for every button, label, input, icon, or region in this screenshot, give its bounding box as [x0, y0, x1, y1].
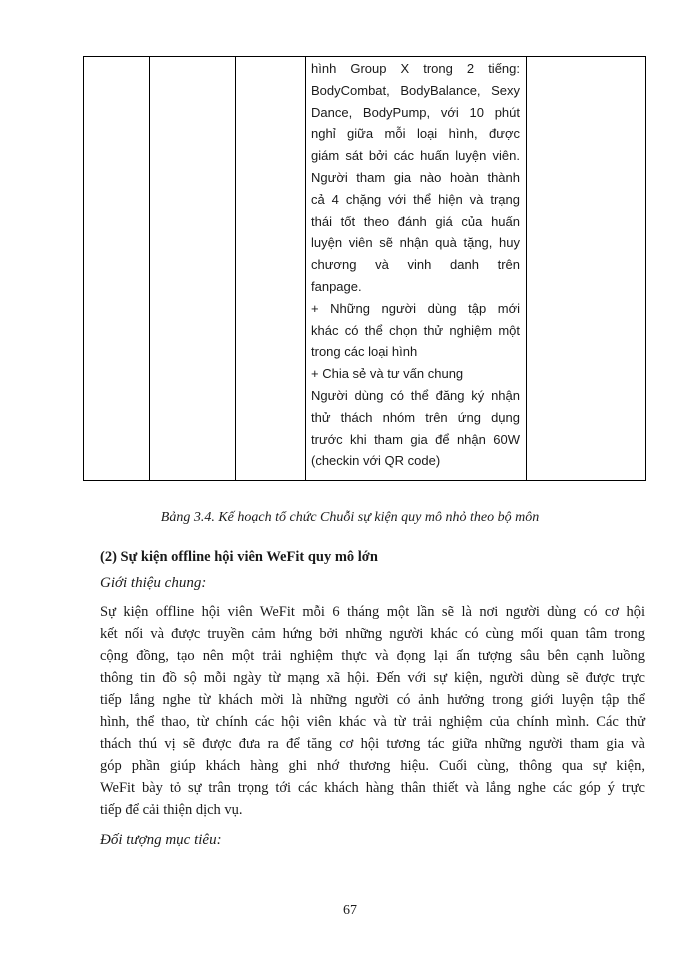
activity-line: chương và vinh danh trên	[311, 257, 520, 273]
activity-line: (checkin với QR code)	[311, 453, 441, 469]
activity-line: hình Group X trong 2 tiếng:	[311, 61, 520, 76]
activity-line: giám sát bởi các huấn luyện viên.	[311, 148, 520, 164]
intro-label: Giới thiệu chung:	[100, 575, 207, 591]
paragraph-line: kết nối và được truyền cảm hứng bởi những người khác có cùng mối quan tâm trong	[100, 626, 645, 642]
table-cell-col2	[150, 57, 236, 481]
activity-line: luyện viên sẽ nhận quà tặng, huy	[311, 235, 520, 251]
activity-line: Người tham gia nào hoàn thành	[311, 169, 520, 185]
table-cell-col5	[527, 57, 646, 481]
activity-line: Dance, BodyPump, với 10 phút	[311, 104, 520, 120]
intro-paragraph	[100, 601, 645, 821]
paragraph-line: thông tin đồ sộ mỗi ngày từ mạng xã hội. Đến với sự kiện, người dùng sẽ được trực	[100, 670, 645, 686]
paragraph-line: hình, thể thao, từ chính các hội viên khác và từ trải nghiệm của chính mình. Các thử	[100, 714, 645, 730]
activity-description	[306, 57, 526, 480]
activity-line: cả 4 chặng với thể hiện và trạng	[311, 191, 520, 207]
section-heading: (2) Sự kiện offline hội viên WeFit quy mô lớn	[100, 549, 378, 565]
table-caption: Bảng 3.4. Kế hoạch tổ chức Chuỗi sự kiện quy mô nhỏ theo bộ môn	[160, 510, 540, 525]
paragraph-line: WeFit bày tỏ sự trân trọng tới các khách hàng thân thiết và lắng nghe các góp ý trực	[100, 780, 645, 796]
activity-line: + Chia sẻ và tư vấn chung	[311, 366, 464, 382]
activity-line: thái tốt theo đánh giá của huấn	[311, 213, 520, 229]
activity-line: Người dùng có thể đăng ký nhận	[311, 387, 520, 403]
activity-line: BodyCombat, BodyBalance, Sexy	[311, 82, 520, 98]
table-row	[84, 57, 646, 481]
event-plan-table	[83, 56, 646, 481]
paragraph-line: tiếp để cải thiện dịch vụ.	[100, 802, 243, 818]
target-label: Đối tượng mục tiêu:	[100, 832, 222, 848]
table-cell-col1	[84, 57, 150, 481]
activity-line: nghỉ giữa mỗi loại hình, được	[311, 126, 520, 142]
page-number: 67	[343, 903, 357, 918]
activity-line: fanpage.	[311, 278, 362, 294]
paragraph-line: Sự kiện offline hội viên WeFit mỗi 6 tháng một lần sẽ là nơi người dùng có cơ hội	[100, 604, 645, 620]
paragraph-line: góp phần giúp khách hàng ghi nhớ thương hiệu. Cuối cùng, thông qua sự kiện,	[100, 758, 645, 774]
paragraph-line: cộng đồng, tạo nên một trải nghiệm thực và đọng lại ấn tượng sâu bên cạnh luồng	[100, 648, 645, 664]
activity-line: khác có thể chọn thử nghiệm một	[311, 322, 520, 338]
activity-line: thử thách nhóm trên ứng dụng	[311, 409, 520, 425]
table-cell-col3	[236, 57, 306, 481]
activity-line: + Những người dùng tập mới	[311, 300, 520, 316]
activity-line: trước khi tham gia để nhận 60W	[311, 431, 520, 447]
paragraph-line: tiếp lắng nghe từ khách mời là những người có ảnh hưởng trong giới luyện tập thể	[100, 692, 645, 708]
table-cell-activity	[306, 57, 527, 481]
paragraph-line: thách thú vị sẽ được đưa ra để tăng cơ hội tương tác giữa những người tham gia và	[100, 736, 645, 752]
activity-line: trong các loại hình	[311, 344, 418, 360]
